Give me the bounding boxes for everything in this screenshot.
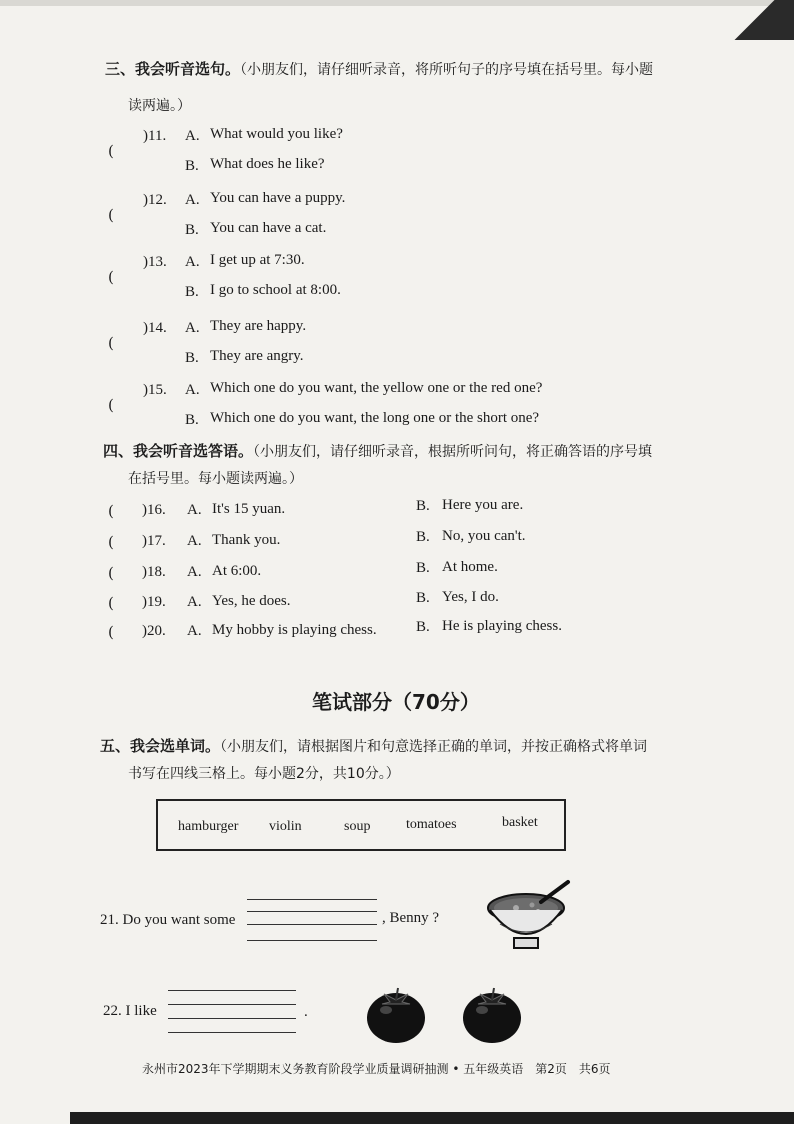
option-b-label: B. xyxy=(416,590,430,606)
answer-paren[interactable]: ( xyxy=(108,502,114,520)
page-top-edge xyxy=(0,0,794,6)
writing-line xyxy=(168,1018,296,1019)
question-prefix: Do you want some xyxy=(122,912,236,928)
word-bank-box xyxy=(156,799,566,851)
option-a-label: A. xyxy=(187,533,202,549)
writing-line xyxy=(168,1004,296,1005)
word-bank-word: violin xyxy=(269,819,302,834)
option-a-text: Which one do you want, the yellow one or the red one? xyxy=(210,380,543,396)
word-bank-word: basket xyxy=(502,815,538,830)
section3-note-line2: 读两遍。） xyxy=(128,98,191,114)
word-bank-word: tomatoes xyxy=(406,817,457,832)
question-number: )19. xyxy=(142,594,166,610)
section5-header xyxy=(100,735,647,756)
section5-note-line1: （小朋友们，请根据图片和句意选择正确的单词，并按正确格式将单词 xyxy=(220,739,648,755)
section3-note-line1: （小朋友们，请仔细听录音，将所听句子的序号填在括号里。每小题 xyxy=(240,62,654,78)
answer-paren[interactable]: ( xyxy=(108,564,114,582)
option-a-text: What would you like? xyxy=(210,126,343,142)
writing-line xyxy=(247,899,377,900)
option-b-label: B. xyxy=(185,222,199,238)
option-a-label: A. xyxy=(187,502,202,518)
question-number: )13. xyxy=(143,254,167,270)
answer-paren[interactable]: ( xyxy=(108,206,114,224)
option-a-label: A. xyxy=(187,564,202,580)
answer-paren[interactable]: ( xyxy=(108,623,114,641)
soup-bowl-image xyxy=(486,878,572,956)
option-a-text: They are happy. xyxy=(210,318,307,334)
section4-note-line1: （小朋友们，请仔细听录音，根据所听问句，将正确答语的序号填 xyxy=(253,444,653,460)
option-b-label: B. xyxy=(185,158,199,174)
question-22 xyxy=(103,1003,157,1020)
answer-paren[interactable]: ( xyxy=(108,268,114,286)
question-21 xyxy=(100,912,235,929)
question-number: )11. xyxy=(143,128,167,144)
question-number: 22. xyxy=(103,1003,122,1019)
question-number: )20. xyxy=(142,623,166,639)
writing-line xyxy=(168,990,296,991)
writing-line xyxy=(168,1032,296,1033)
option-a-label: A. xyxy=(187,623,202,639)
option-a-label: A. xyxy=(187,594,202,610)
question-number: )15. xyxy=(143,382,167,398)
option-a-text: My hobby is playing chess. xyxy=(212,622,377,638)
written-part-title: 笔试部分（70分） xyxy=(312,690,480,714)
option-b-label: B. xyxy=(185,412,199,428)
section5-title: 五、我会选单词。 xyxy=(100,737,221,755)
option-b-text: No, you can't. xyxy=(442,528,526,544)
option-a-text: It's 15 yuan. xyxy=(212,501,286,517)
question-number: )17. xyxy=(142,533,166,549)
option-b-text: Yes, I do. xyxy=(442,589,499,605)
section3-title: 三、我会听音选句。 xyxy=(105,60,241,78)
option-a-text: I get up at 7:30. xyxy=(210,252,305,268)
answer-paren[interactable]: ( xyxy=(108,142,114,160)
writing-line xyxy=(247,924,377,925)
section5-note-line2: 书写在四线三格上。每小题2分，共10分。） xyxy=(128,766,400,782)
option-b-text: Here you are. xyxy=(442,497,524,513)
option-b-text: They are angry. xyxy=(210,348,304,364)
question-suffix: . xyxy=(304,1004,308,1020)
option-a-text: Thank you. xyxy=(212,532,281,548)
tomato-image xyxy=(366,982,426,1044)
page-bottom-edge xyxy=(70,1112,794,1124)
option-b-label: B. xyxy=(185,350,199,366)
answer-paren[interactable]: ( xyxy=(108,396,114,414)
option-a-label: A. xyxy=(185,128,200,144)
section4-header xyxy=(103,440,652,461)
option-b-label: B. xyxy=(416,529,430,545)
section4-title: 四、我会听音选答语。 xyxy=(103,442,254,460)
option-a-text: Yes, he does. xyxy=(212,593,291,609)
answer-paren[interactable]: ( xyxy=(108,334,114,352)
page-footer: 永州市2023年下学期期末义务教育阶段学业质量调研抽测 • 五年级英语 第2页 共6页 xyxy=(142,1062,611,1076)
option-a-text: At 6:00. xyxy=(212,563,262,579)
answer-paren[interactable]: ( xyxy=(108,594,114,612)
option-a-label: A. xyxy=(185,382,200,398)
option-b-label: B. xyxy=(416,498,430,514)
word-bank-word: soup xyxy=(344,819,371,834)
option-b-text: What does he like? xyxy=(210,156,325,172)
option-b-text: At home. xyxy=(442,559,498,575)
option-a-text: You can have a puppy. xyxy=(210,190,346,206)
tomato-image xyxy=(462,982,522,1044)
option-a-label: A. xyxy=(185,320,200,336)
answer-paren[interactable]: ( xyxy=(108,533,114,551)
page-corner-shadow xyxy=(734,0,794,40)
section4-note-line2: 在括号里。每小题读两遍。） xyxy=(128,471,303,487)
question-number: )12. xyxy=(143,192,167,208)
option-b-label: B. xyxy=(416,560,430,576)
question-number: 21. xyxy=(100,912,119,928)
option-b-text: Which one do you want, the long one or the short one? xyxy=(210,410,540,426)
question-number: )18. xyxy=(142,564,166,580)
option-b-text: I go to school at 8:00. xyxy=(210,282,341,298)
question-number: )16. xyxy=(142,502,166,518)
option-b-text: He is playing chess. xyxy=(442,618,562,634)
question-number: )14. xyxy=(143,320,167,336)
option-b-label: B. xyxy=(416,619,430,635)
option-b-text: You can have a cat. xyxy=(210,220,327,236)
option-b-label: B. xyxy=(185,284,199,300)
writing-line xyxy=(247,911,377,912)
question-suffix: , Benny ? xyxy=(382,910,440,926)
option-a-label: A. xyxy=(185,254,200,270)
word-bank-word: hamburger xyxy=(178,819,239,834)
option-a-label: A. xyxy=(185,192,200,208)
question-prefix: I like xyxy=(125,1003,157,1019)
section3-header xyxy=(105,58,653,79)
writing-line xyxy=(247,940,377,941)
